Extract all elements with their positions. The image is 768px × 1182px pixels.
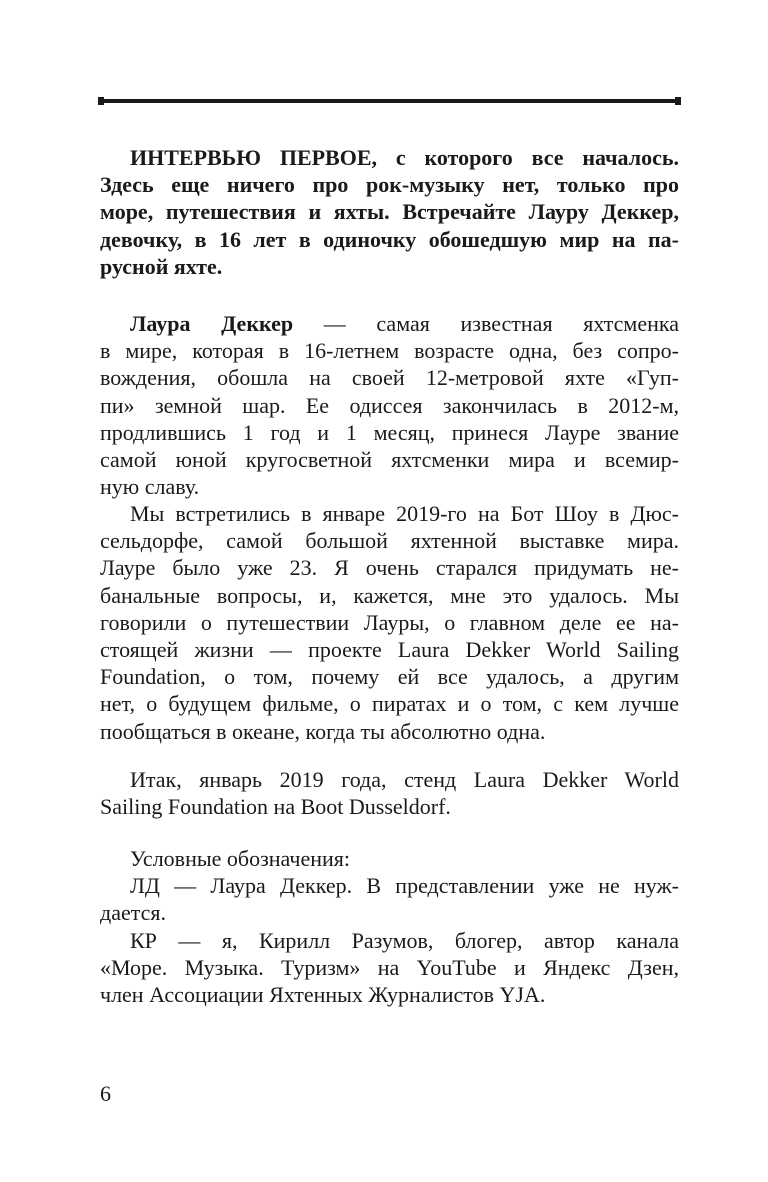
paragraph-line-rest: — самая известная яхтсменка [293, 311, 679, 336]
paragraph-line: стоящей жизни — проекте Laura Dekker World Sailing [100, 637, 679, 663]
paragraph-line: Sailing Foundation на Boot Dusseldorf. [100, 794, 451, 820]
paragraph-line: продлившись 1 год и 1 месяц, принеся Лауре звание [100, 419, 679, 445]
paragraph-line: пи» земной шар. Ее одиссея закончилась в 2012-м, [100, 392, 679, 418]
paragraph-line: ную славу. [100, 474, 200, 500]
legend-title: Условные обозначения: [130, 846, 351, 871]
paragraph-line: в мире, которая в 16-летнем возрасте одна, без сопро- [100, 338, 679, 364]
intro-line: ИНТЕРВЬЮ ПЕРВОЕ, с которого все началось. [130, 145, 679, 170]
body-paragraph-2 [100, 500, 679, 745]
body-paragraph-1 [100, 310, 679, 500]
paragraph-line: банальные вопросы, и, кажется, мне это удалось. Мы [100, 582, 679, 608]
legend-line-ld: ЛД — Лаура Деккер. В представлении уже не нуж- [130, 873, 679, 899]
intro-paragraph [100, 144, 679, 280]
paragraph-line: Лауре было уже 23. Я очень старался придумать не- [100, 555, 679, 581]
intro-line: девочку, в 16 лет в одиночку обошедшую мир на па- [100, 226, 679, 252]
legend-line-kr: «Море. Музыка. Туризм» на YouTube и Яндекс Дзен, [100, 954, 679, 980]
paragraph-line: пообщаться в океане, когда ты абсолютно одна. [100, 718, 546, 744]
intro-line: Здесь еще ничего про рок-музыку нет, только про [100, 172, 679, 198]
legend-line-ld: дается. [100, 900, 166, 926]
page-number: 6 [100, 1081, 111, 1106]
lead-name-bold: Лаура Деккер [130, 311, 294, 336]
intro-line: море, путешествия и яхты. Встречайте Лауру Деккер, [100, 199, 679, 225]
intro-line: русной яхте. [100, 253, 223, 279]
paragraph-line: Foundation, о том, почему ей все удалось, а другим [100, 664, 679, 690]
paragraph-line [100, 310, 679, 337]
paragraph-line: Мы встретились в январе 2019-го на Бот Шоу в Дюс- [130, 501, 679, 526]
paragraph-line: нет, о будущем фильме, о пиратах и о том, с кем лучше [100, 691, 679, 717]
legend-line-kr: член Ассоциации Яхтенных Журналистов YJA. [100, 982, 546, 1008]
top-rule [100, 99, 679, 103]
paragraph-line: Итак, январь 2019 года, стенд Laura Dekker World [130, 767, 679, 792]
paragraph-line: говорили о путешествии Лауры, о главном деле ее на- [100, 609, 679, 635]
paragraph-line: самой юной кругосветной яхтсменки мира и всемир- [100, 447, 679, 473]
legend-line-kr: КР — я, Кирилл Разумов, блогер, автор канала [130, 927, 679, 953]
paragraph-line: вождения, обошла на своей 12-метровой яхте «Гуп- [100, 365, 679, 391]
body-paragraph-3 [100, 766, 679, 820]
paragraph-line: сельдорфе, самой большой яхтенной выставке мира. [100, 528, 679, 554]
legend-block [100, 845, 679, 1008]
